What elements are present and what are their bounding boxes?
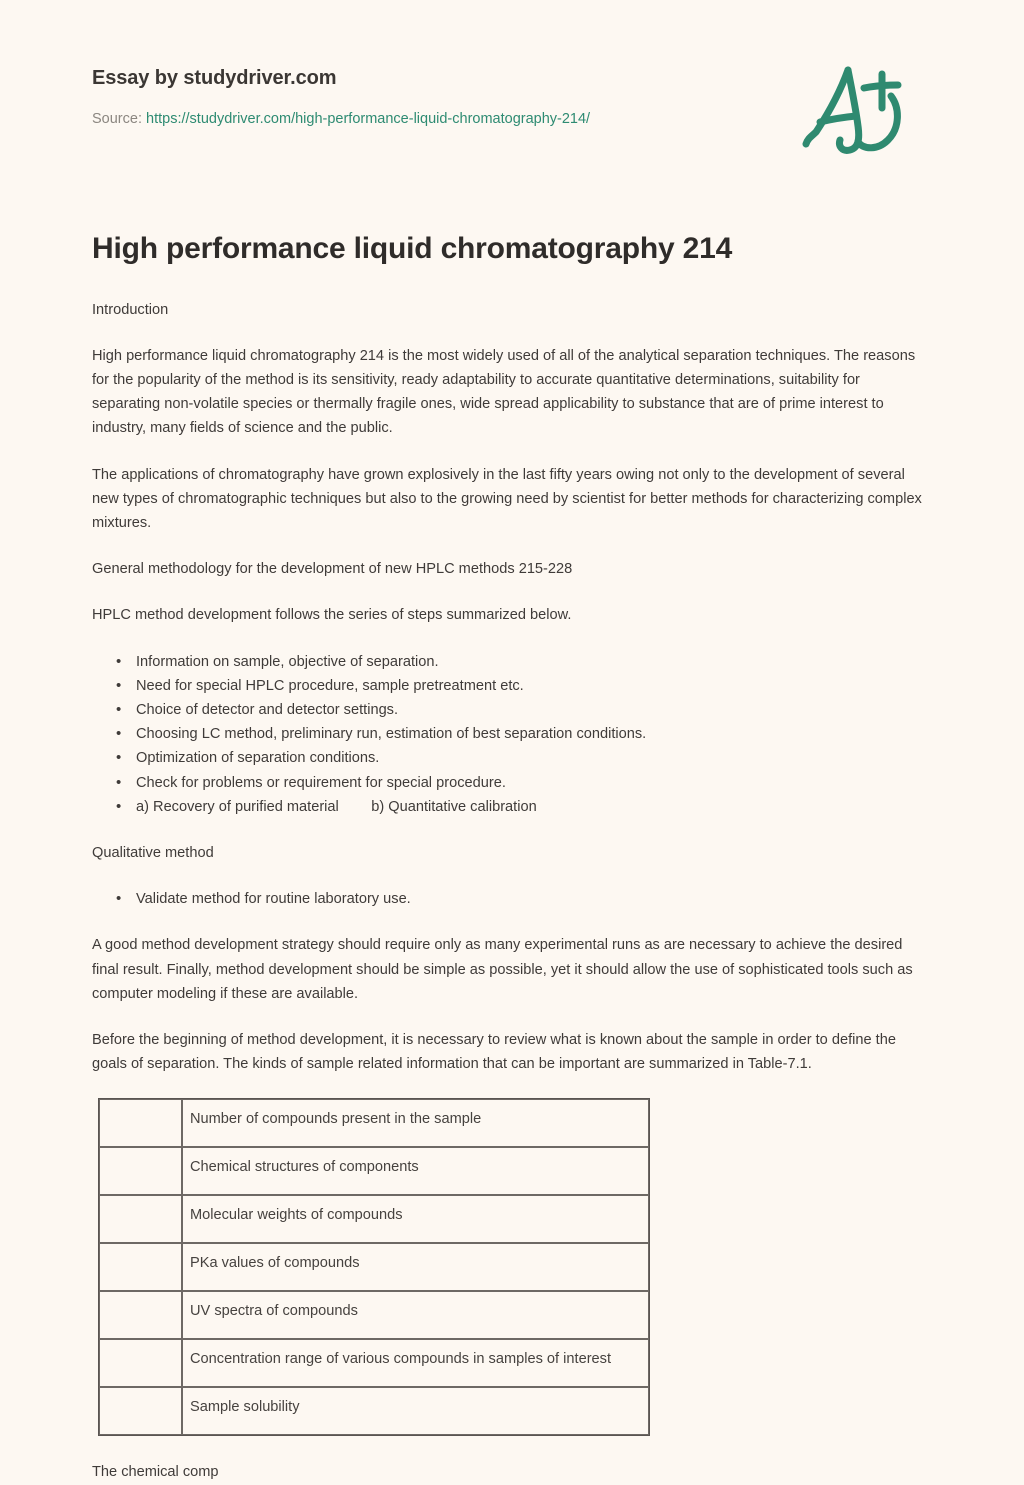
table-cell-text: Chemical structures of components	[182, 1147, 649, 1195]
table-cell-text: Molecular weights of compounds	[182, 1195, 649, 1243]
table-cell-marker	[99, 1099, 182, 1147]
paragraph-3: HPLC method development follows the series of steps summarized below.	[92, 607, 572, 624]
qualitative-steps-list	[92, 887, 932, 911]
list-item: • Choosing LC method, preliminary run, estimation of best separation conditions.	[136, 722, 932, 746]
section-heading-introduction: Introduction	[92, 301, 169, 318]
table-cell-marker	[99, 1339, 182, 1387]
method-steps-list	[92, 650, 932, 819]
source-url-link[interactable]: https://studydriver.com/high-performance-liquid-chromatography-214/	[146, 111, 591, 127]
table-cell-text: Number of compounds present in the sample	[182, 1099, 649, 1147]
table-cell-marker	[99, 1387, 182, 1435]
table-cell-text: UV spectra of compounds	[182, 1291, 649, 1339]
page-title: High performance liquid chromatography 214	[92, 232, 733, 265]
table-row	[99, 1243, 649, 1291]
page-header	[92, 0, 932, 127]
source-label: Source:	[92, 111, 142, 127]
list-item: • Need for special HPLC procedure, sample pretreatment etc.	[136, 674, 932, 698]
brand-title: Essay by studydriver.com	[92, 67, 337, 89]
table-cell-text: Sample solubility	[182, 1387, 649, 1435]
section-heading-methodology: General methodology for the development of new HPLC methods 215-228	[92, 561, 573, 578]
table-body	[99, 1099, 649, 1435]
list-item: • Choice of detector and detector settings.	[136, 698, 932, 722]
sample-information-table	[98, 1098, 650, 1436]
document-body	[92, 298, 932, 1485]
table-row	[99, 1195, 649, 1243]
list-item: • a) Recovery of purified material b) Quantitative calibration	[136, 795, 932, 819]
studydriver-a-plus-logo-icon	[794, 52, 914, 164]
table-row	[99, 1147, 649, 1195]
table-cell-text: Concentration range of various compounds in samples of interest	[182, 1339, 649, 1387]
paragraph-5: Before the beginning of method development, it is necessary to review what is known about the sample in order to define the goals of separation. The kinds of sample related information that can be important are summarized in Table-7.1.	[92, 1031, 896, 1073]
list-item: • Check for problems or requirement for special procedure.	[136, 771, 932, 795]
paragraph-2: The applications of chromatography have grown explosively in the last fifty years owing not only to the development of several new types of chromatographic techniques but also to the growing need by scientist for better methods for characterizing complex mixtures.	[92, 466, 922, 531]
list-item: • Validate method for routine laboratory use.	[136, 887, 932, 911]
list-item: • Information on sample, objective of separation.	[136, 650, 932, 674]
list-item: • Optimization of separation conditions.	[136, 746, 932, 770]
paragraph-4: A good method development strategy should require only as many experimental runs as are necessary to achieve the desired final result. Finally, method development should be simple as possible, yet it should allow the use of sophisticated tools such as computer modeling if these are available.	[92, 937, 913, 1002]
table-row	[99, 1387, 649, 1435]
section-heading-qualitative: Qualitative method	[92, 844, 214, 861]
table-cell-marker	[99, 1243, 182, 1291]
table-row	[99, 1291, 649, 1339]
paragraph-1: High performance liquid chromatography 214 is the most widely used of all of the analytical separation techniques. The reasons for the popularity of the method is its sensitivity, ready adaptability to accurate quantitative determinations, suitability for separating non-volatile species or thermally fragile ones, wide spread applicability to substance that are of prime interest to industry, many fields of science and the public.	[92, 347, 916, 437]
table-cell-marker	[99, 1291, 182, 1339]
table-cell-text: PKa values of compounds	[182, 1243, 649, 1291]
truncated-tail-paragraph: The chemical comp	[92, 1464, 219, 1481]
table-row	[99, 1099, 649, 1147]
table-row	[99, 1339, 649, 1387]
table-cell-marker	[99, 1147, 182, 1195]
table-cell-marker	[99, 1195, 182, 1243]
